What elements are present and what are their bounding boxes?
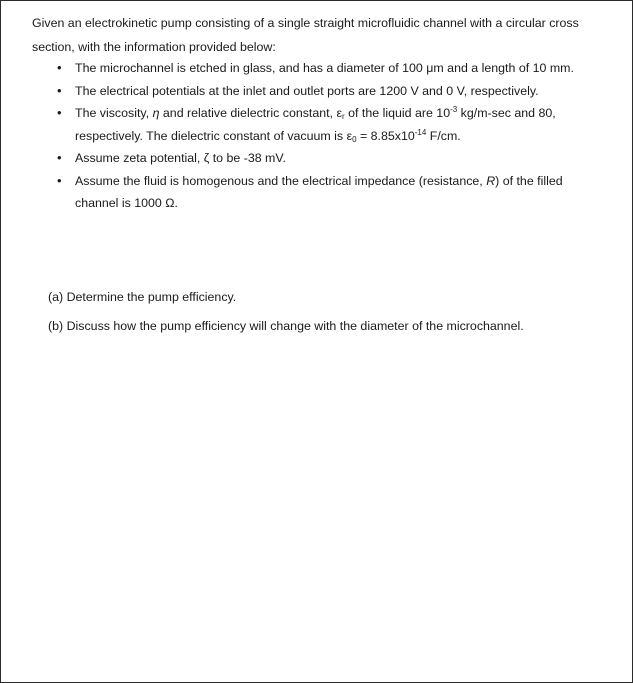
text-run: F/cm. bbox=[426, 128, 461, 143]
list-item bbox=[1, 170, 621, 215]
subscript: 0 bbox=[352, 134, 357, 144]
list-item-text bbox=[75, 106, 556, 143]
text-run: and relative dielectric constant, bbox=[159, 106, 337, 120]
superscript: -14 bbox=[414, 127, 427, 137]
list-item bbox=[1, 102, 621, 147]
list-item-text: The microchannel is etched in glass, and has a diameter of 100 μm and a length of 10 mm. bbox=[75, 61, 574, 75]
question-b: (b) Discuss how the pump efficiency will change with the diameter of the microchannel. bbox=[48, 319, 524, 333]
epsilon-symbol: ε bbox=[336, 106, 343, 120]
text-run: Assume the fluid is homogenous and the electrical impedance (resistance, bbox=[75, 173, 487, 188]
text-run: kg/m-sec and 80, respectively. The dielectric constant of vacuum is ε bbox=[75, 106, 556, 143]
question-a: (a) Determine the pump efficiency. bbox=[48, 290, 237, 304]
list-item bbox=[1, 147, 621, 170]
resistance-symbol: R bbox=[486, 173, 496, 188]
bullet-icon: • bbox=[57, 172, 62, 188]
text-run: ) of the filled channel is 1000 Ω. bbox=[75, 173, 563, 210]
list-item bbox=[1, 57, 621, 80]
given-info-list bbox=[1, 57, 621, 215]
list-item bbox=[1, 80, 621, 103]
bullet-icon: • bbox=[57, 105, 62, 120]
text-run: of the liquid are 10 bbox=[344, 106, 451, 120]
text-run: = 8.85x10 bbox=[356, 128, 415, 143]
problem-intro: Given an electrokinetic pump consisting of a single straight microfluidic channel with a circular cross section, with the information provided below: bbox=[32, 16, 579, 54]
list-item-text: The electrical potentials at the inlet and outlet ports are 1200 V and 0 V, respectively. bbox=[75, 83, 539, 98]
subscript: r bbox=[342, 112, 345, 121]
bullet-icon: • bbox=[57, 150, 62, 165]
list-item-text: Assume zeta potential, ζ to be -38 mV. bbox=[75, 151, 286, 165]
list-item-text bbox=[75, 174, 563, 211]
bullet-icon: • bbox=[57, 82, 62, 98]
text-run: The viscosity, bbox=[75, 106, 153, 120]
eta-symbol: η bbox=[152, 106, 160, 120]
bullet-icon: • bbox=[57, 60, 62, 75]
superscript: -3 bbox=[450, 105, 458, 114]
